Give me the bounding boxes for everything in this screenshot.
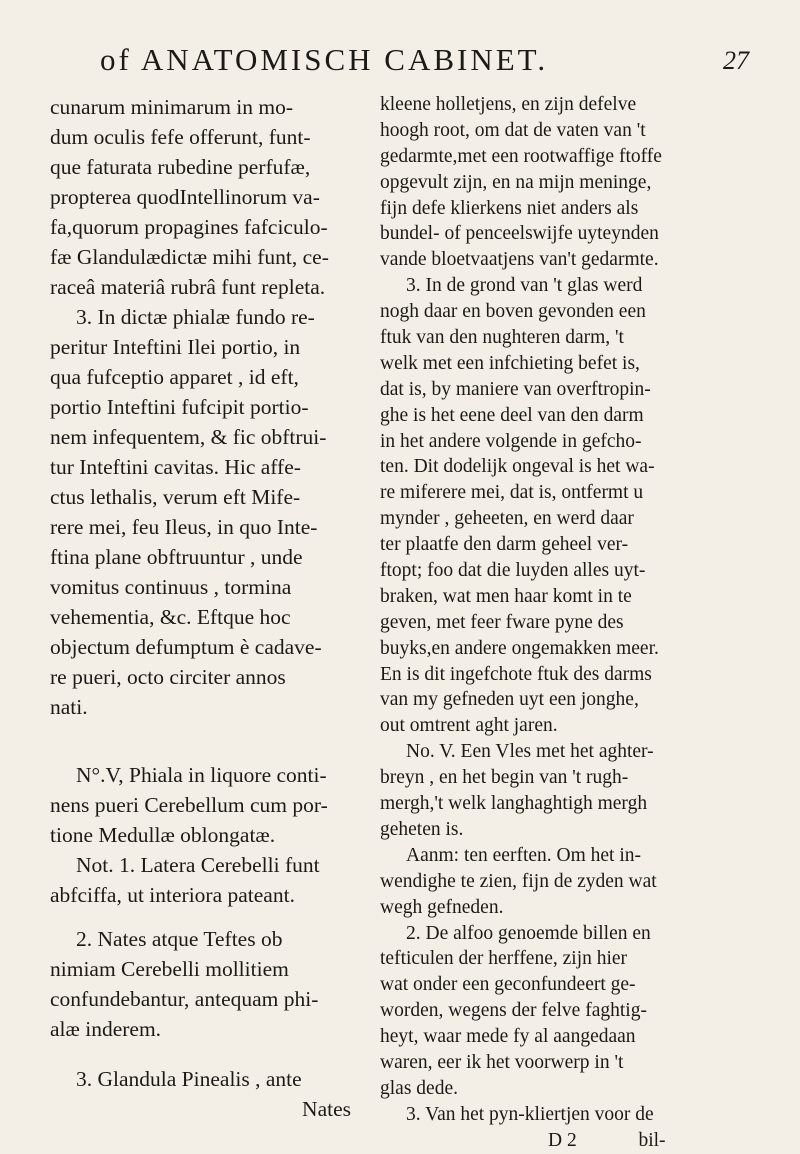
dutch-paragraph-6	[380, 1102, 765, 1154]
latin-paragraph-1	[50, 92, 355, 302]
text-line: breyn , en het begin van 't rugh-	[380, 767, 629, 789]
text-line: Not. 1. Latera Cerebelli funt	[76, 853, 320, 877]
page-footer-line	[380, 1128, 765, 1154]
text-line: wat onder een geconfundeert ge-	[380, 974, 636, 996]
page-number: 27	[723, 46, 749, 75]
text-line: re pueri, octo circiter annos	[50, 665, 286, 689]
text-line: mergh,'t welk langhaghtigh mergh	[380, 793, 648, 815]
text-line: Aanm: ten eerften. Om het in-	[406, 844, 641, 866]
text-line: gedarmte,met een rootwaffige ftoffe	[380, 145, 662, 167]
text-line: tione Medullæ oblongatæ.	[50, 823, 276, 847]
text-line: geheten is.	[380, 818, 464, 840]
text-line: wegh gefneden.	[380, 896, 504, 918]
text-line: waren, eer ik het voorwerp in 't	[380, 1051, 624, 1073]
text-line: kleene holletjens, en zijn defelve	[380, 94, 637, 115]
dutch-paragraph-2	[380, 273, 765, 739]
text-line: 3. In de grond van 't glas werd	[406, 275, 643, 297]
text-line: 2. Nates atque Teftes ob	[76, 927, 283, 951]
text-line: 3. In dictæ phialæ fundo re-	[76, 305, 315, 329]
running-header	[0, 42, 800, 82]
latin-paragraph-4	[50, 850, 355, 910]
text-line: raceâ materiâ rubrâ funt repleta.	[50, 275, 326, 299]
text-line: nati.	[50, 695, 88, 719]
text-line: que faturata rubedine perfufæ,	[50, 155, 311, 179]
text-line: mynder , geheeten, en werd daar	[380, 508, 634, 530]
text-line: fæ Glandulædictæ mihi funt, ce-	[50, 245, 329, 269]
text-line: alæ inderem.	[50, 1017, 162, 1041]
text-line: fa,quorum propagines fafciculo-	[50, 215, 328, 239]
text-line: dum oculis fefe offerunt, funt-	[50, 125, 311, 149]
text-line: van my gefneden uyt een jonghe,	[380, 689, 639, 711]
text-line: out omtrent aght jaren.	[380, 715, 558, 737]
latin-paragraph-6	[50, 1064, 355, 1124]
text-line: ghe is het eene deel van den darm	[380, 404, 644, 426]
latin-paragraph-5	[50, 924, 355, 1044]
signature-mark: D 2	[548, 1129, 577, 1151]
running-title: of ANATOMISCH CABINET.	[100, 42, 549, 77]
text-line: peritur Inteftini Ilei portio, in	[50, 335, 301, 359]
text-line: opgevult zijn, en na mijn meninge,	[380, 171, 652, 193]
dutch-paragraph-5	[380, 921, 765, 1102]
text-line: re miferere mei, dat is, ontfermt u	[380, 482, 644, 504]
text-line: ftina plane obftruuntur , unde	[50, 545, 303, 569]
catchword: Nates	[302, 1097, 351, 1121]
text-line: wendighe te zien, fijn de zyden wat	[380, 870, 657, 892]
text-line: rere mei, feu Ileus, in quo Inte-	[50, 515, 318, 539]
catchword: bil-	[638, 1129, 666, 1151]
text-line: N°.V, Phiala in liquore conti-	[76, 763, 327, 787]
text-line: objectum defumptum è cadave-	[50, 635, 322, 659]
dutch-paragraph-1	[380, 92, 765, 273]
text-line: geven, met feer fware pyne des	[380, 611, 624, 633]
text-line: in het andere volgende in gefcho-	[380, 430, 642, 452]
text-line: qua fufceptio apparet , id eft,	[50, 365, 299, 389]
text-line: 3. Glandula Pinealis , ante	[76, 1067, 302, 1091]
text-line: heyt, waar mede fy al aangedaan	[380, 1026, 636, 1048]
text-line: dat is, by maniere van overftropin-	[380, 378, 651, 400]
text-line: nimiam Cerebelli mollitiem	[50, 957, 289, 981]
text-line: ctus lethalis, verum eft Mife-	[50, 485, 301, 509]
text-line: propterea quodIntellinorum va-	[50, 185, 320, 209]
text-line: vomitus continuus , tormina	[50, 575, 292, 599]
text-line: glas dede.	[380, 1077, 458, 1099]
text-line: tefticulen der herffene, zijn hier	[380, 948, 628, 970]
text-line: No. V. Een Vles met het aghter-	[406, 741, 654, 763]
text-line: bundel- of penceelswijfe uyteynden	[380, 223, 659, 245]
text-line: tur Inteftini cavitas. Hic affe-	[50, 455, 301, 479]
dutch-paragraph-3	[380, 739, 765, 843]
text-line: abfciffa, ut interiora pateant.	[50, 883, 295, 907]
dutch-paragraph-4	[380, 843, 765, 921]
text-line: vehementia, &c. Eftque hoc	[50, 605, 291, 629]
text-line: ter plaatfe den darm geheel ver-	[380, 534, 629, 556]
text-line: nem infequentem, & fic obftrui-	[50, 425, 327, 449]
text-line: ten. Dit dodelijk ongeval is het wa-	[380, 456, 655, 478]
text-line: nogh daar en boven gevonden een	[380, 301, 646, 323]
text-line: portio Inteftini fufcipit portio-	[50, 395, 309, 419]
text-line: nens pueri Cerebellum cum por-	[50, 793, 328, 817]
text-line: ftopt; foo dat die luyden alles uyt-	[380, 560, 646, 582]
text-line: worden, wegens der felve faghtig-	[380, 1000, 647, 1022]
text-line: fijn defe klierkens niet anders als	[380, 197, 639, 219]
text-line: welk met een infchieting befet is,	[380, 352, 640, 374]
text-line: hoogh root, om dat de vaten van 't	[380, 119, 646, 141]
text-line: En is dit ingefchote ftuk des darms	[380, 663, 652, 685]
text-line: buyks,en andere ongemakken meer.	[380, 637, 659, 659]
latin-column	[50, 92, 355, 1124]
text-line: vande bloetvaatjens van't gedarmte.	[380, 249, 659, 271]
latin-paragraph-3	[50, 760, 355, 850]
text-line: confundebantur, antequam phi-	[50, 987, 319, 1011]
latin-paragraph-2	[50, 302, 355, 722]
text-line: 3. Van het pyn-kliertjen voor de	[406, 1103, 654, 1125]
text-line: ftuk van den nughteren darm, 't	[380, 327, 624, 349]
dutch-column	[380, 92, 765, 1154]
text-line: cunarum minimarum in mo-	[50, 95, 294, 119]
text-line: braken, wat men haar komt in te	[380, 585, 632, 607]
text-line: 2. De alfoo genoemde billen en	[406, 922, 651, 944]
